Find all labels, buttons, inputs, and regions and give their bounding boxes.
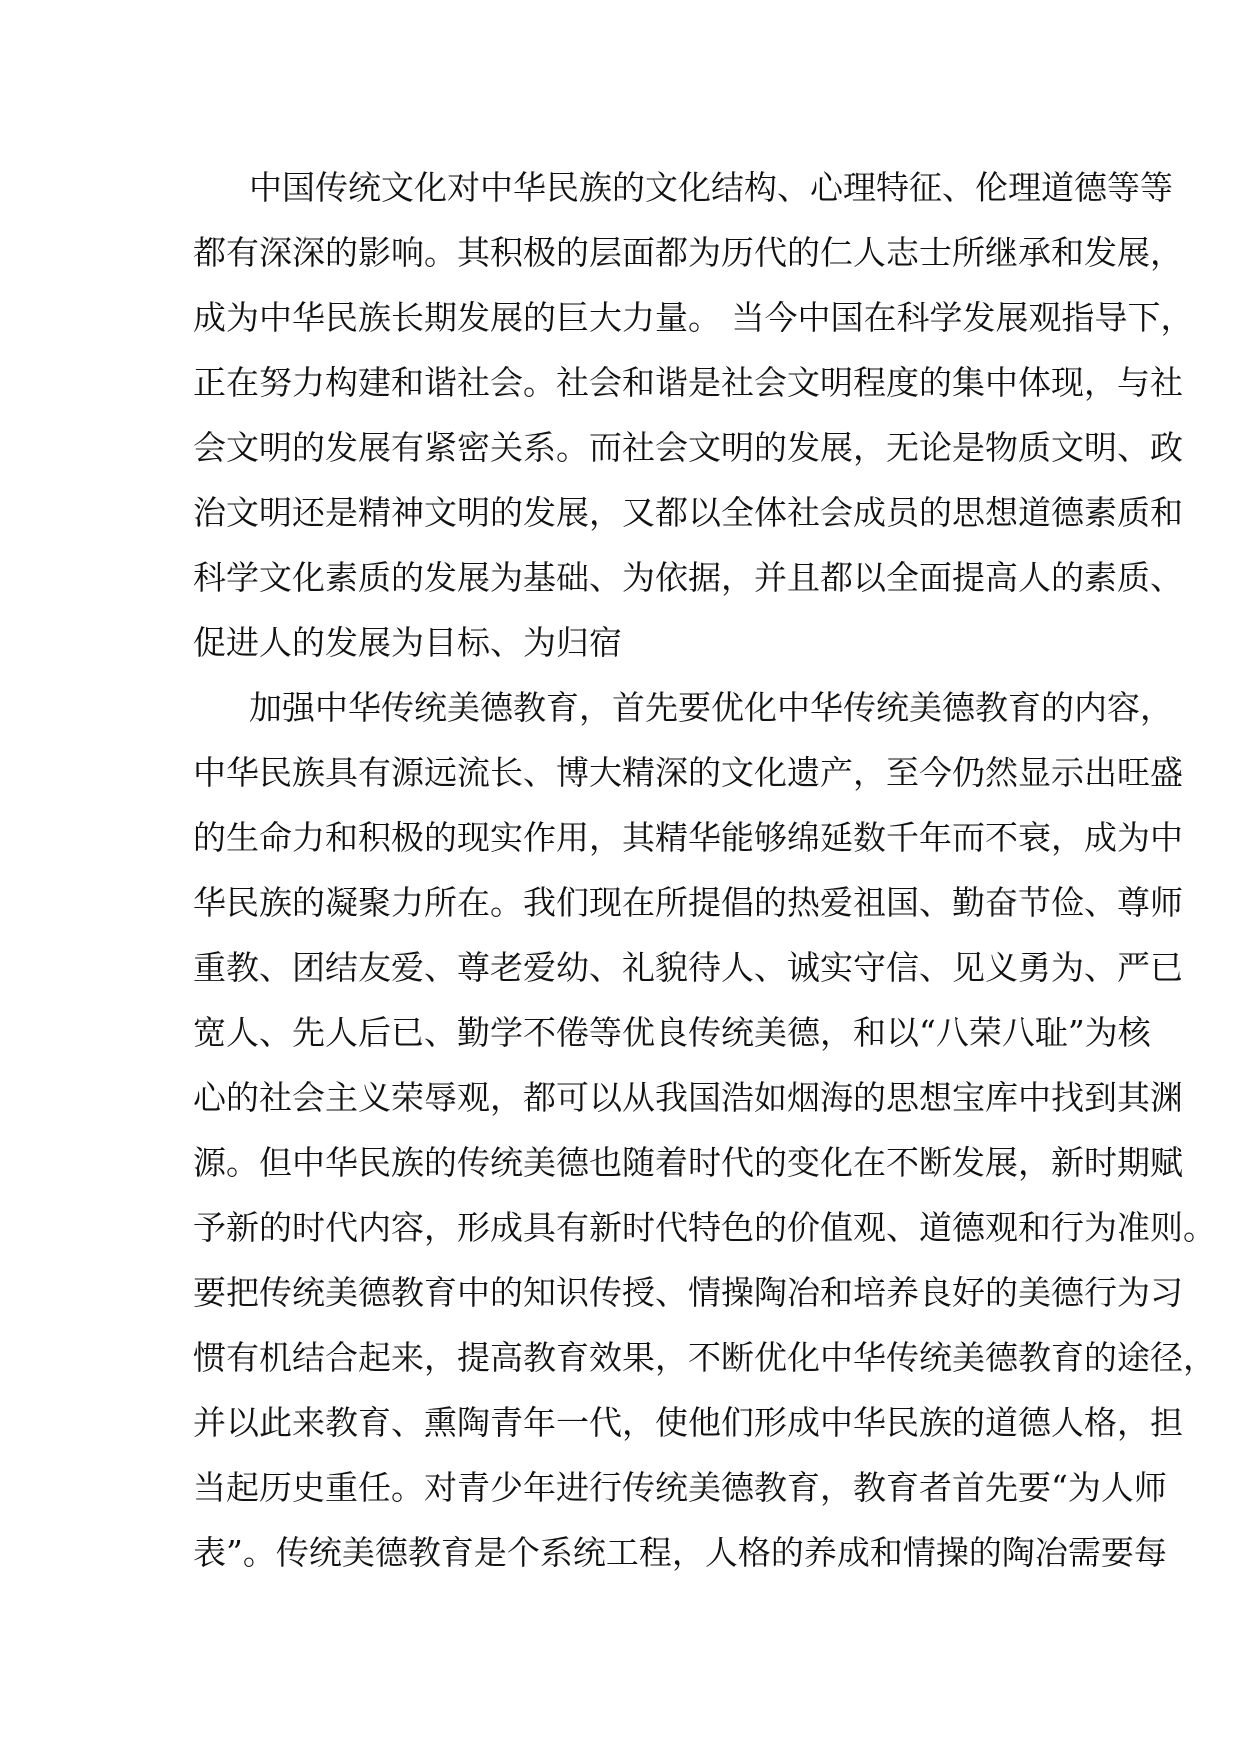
paragraph-line: 促进人的发展为目标、为归宿 — [193, 623, 622, 662]
paragraph-line: 会文明的发展有紧密关系。而社会文明的发展，无论是物质文明、政 — [193, 428, 1183, 467]
paragraph-line: 予新的时代内容，形成具有新时代特色的价值观、道德观和行为准则。 — [193, 1208, 1216, 1247]
paragraph-line: 源。但中华民族的传统美德也随着时代的变化在不断发展，新时期赋 — [193, 1143, 1183, 1182]
paragraph-line: 表”。传统美德教育是个系统工程，人格的养成和情操的陶冶需要每 — [193, 1533, 1167, 1572]
paragraph-1 — [193, 155, 1194, 675]
paragraph-2 — [193, 675, 1216, 1585]
paragraph-line: 都有深深的影响。其积极的层面都为历代的仁人志士所继承和发展， — [193, 233, 1183, 272]
paragraph-line: 加强中华传统美德教育，首先要优化中华传统美德教育的内容， — [249, 688, 1173, 727]
document-body — [193, 155, 1216, 1585]
paragraph-line: 正在努力构建和谐社会。社会和谐是社会文明程度的集中体现，与社 — [193, 363, 1183, 402]
paragraph-line: 重教、团结友爱、尊老爱幼、礼貌待人、诚实守信、见义勇为、严已 — [193, 948, 1183, 987]
paragraph-line: 心的社会主义荣辱观，都可以从我国浩如烟海的思想宝库中找到其渊 — [193, 1078, 1183, 1117]
paragraph-line: 科学文化素质的发展为基础、为依据，并且都以全面提高人的素质、 — [193, 558, 1183, 597]
paragraph-line: 要把传统美德教育中的知识传授、情操陶冶和培养良好的美德行为习 — [193, 1273, 1183, 1312]
paragraph-line: 成为中华民族长期发展的巨大力量。 当今中国在科学发展观指导下， — [193, 298, 1194, 337]
paragraph-line: 中国传统文化对中华民族的文化结构、心理特征、伦理道德等等 — [249, 168, 1173, 207]
paragraph-line: 华民族的凝聚力所在。我们现在所提倡的热爱祖国、勤奋节俭、尊师 — [193, 883, 1183, 922]
paragraph-line: 的生命力和积极的现实作用，其精华能够绵延数千年而不衰，成为中 — [193, 818, 1183, 857]
paragraph-line: 治文明还是精神文明的发展，又都以全体社会成员的思想道德素质和 — [193, 493, 1183, 532]
paragraph-line: 宽人、先人后已、勤学不倦等优良传统美德，和以“八荣八耻”为核 — [193, 1013, 1151, 1052]
paragraph-line: 惯有机结合起来，提高教育效果，不断优化中华传统美德教育的途径， — [193, 1338, 1216, 1377]
paragraph-line: 中华民族具有源远流长、博大精深的文化遗产，至今仍然显示出旺盛 — [193, 753, 1183, 792]
paragraph-line: 当起历史重任。对青少年进行传统美德教育，教育者首先要“为人师 — [193, 1468, 1167, 1507]
paragraph-line: 并以此来教育、熏陶青年一代，使他们形成中华民族的道德人格，担 — [193, 1403, 1183, 1442]
